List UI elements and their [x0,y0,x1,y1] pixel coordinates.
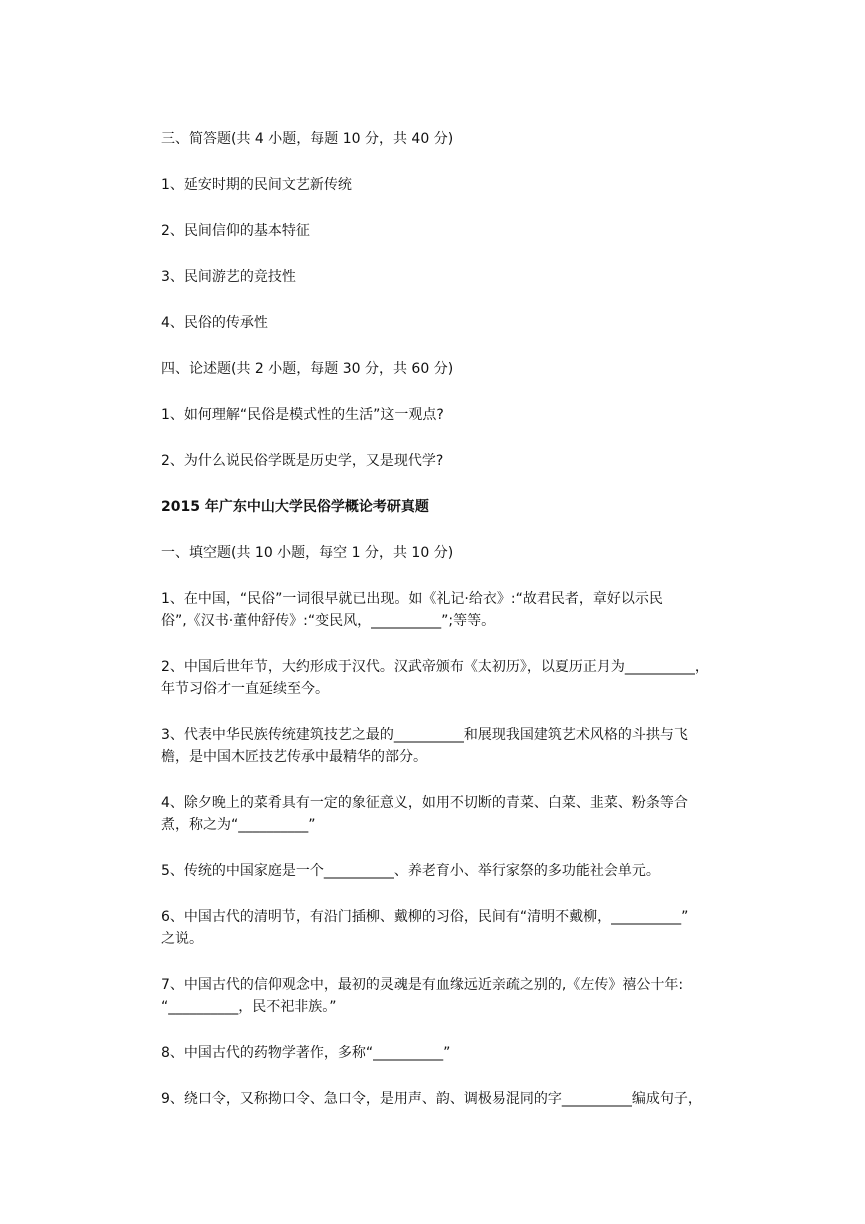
question-3 [161,724,733,768]
question-1 [161,588,733,632]
question-2-line-2: 年节习俗才一直延续至今。 [161,681,329,697]
question-3-line-1: 3、代表中华民族传统建筑技艺之最的__________和展现我国建筑艺术风格的斗拱与飞 [161,727,688,743]
question-8-line-1: 8、中国古代的药物学著作，多称“__________” [161,1045,451,1061]
question-9-line-1: 9、绕口令，又称拗口令、急口令，是用声、韵、调极易混同的字__________编成句子， [161,1091,702,1107]
section-3-item-4: 4、民俗的传承性 [161,315,268,331]
question-6-line-2: 之说。 [161,931,203,947]
question-5-line-1: 5、传统的中国家庭是一个__________、养老育小、举行家祭的多功能社会单元。 [161,863,660,879]
exam-title: 2015 年广东中山大学民俗学概论考研真题 [161,499,429,515]
question-3-line-2: 檐，是中国木匠技艺传承中最精华的部分。 [161,749,427,765]
question-6 [161,906,733,950]
section-3-item-1: 1、延安时期的民间文艺新传统 [161,177,352,193]
question-7-line-1: 7、中国古代的信仰观念中，最初的灵魂是有血缘远近亲疏之别的,《左传》禧公十年: [161,977,684,993]
question-5 [161,860,733,882]
section-3-item-3: 3、民间游艺的竞技性 [161,269,296,285]
question-2-line-1: 2、中国后世年节，大约形成于汉代。汉武帝颁布《太初历》，以夏历正月为__________， [161,659,709,675]
question-4-line-2: 煮，称之为“__________” [161,817,316,833]
question-1-line-2: 俗”,《汉书·董仲舒传》:“变民风，__________”;等等。 [161,613,496,629]
question-7 [161,974,733,1018]
section-4-item-1: 1、如何理解“民俗是模式性的生活”这一观点? [161,407,444,423]
question-4 [161,792,733,836]
question-6-line-1: 6、中国古代的清明节，有沿门插柳、戴柳的习俗，民间有“清明不戴柳，__________” [161,909,689,925]
section-3-item-2: 2、民间信仰的基本特征 [161,223,310,239]
question-4-line-1: 4、除夕晚上的菜肴具有一定的象征意义，如用不切断的青菜、白菜、韭菜、粉条等合 [161,795,688,811]
question-1-line-1: 1、在中国，“民俗”一词很早就已出现。如《礼记·给衣》:“故君民者，章好以示民 [161,591,663,607]
section-4-item-2: 2、为什么说民俗学既是历史学，又是现代学? [161,453,444,469]
section-3-heading: 三、简答题(共 4 小题，每题 10 分，共 40 分) [161,131,454,147]
section-4-heading: 四、论述题(共 2 小题，每题 30 分，共 60 分) [161,361,454,377]
question-9 [161,1088,733,1110]
document-content [161,128,733,1134]
question-7-line-2: “__________，民不祀非族。” [161,999,337,1015]
section-1-heading: 一、填空题(共 10 小题，每空 1 分，共 10 分) [161,545,454,561]
question-8 [161,1042,733,1064]
question-2 [161,656,733,700]
